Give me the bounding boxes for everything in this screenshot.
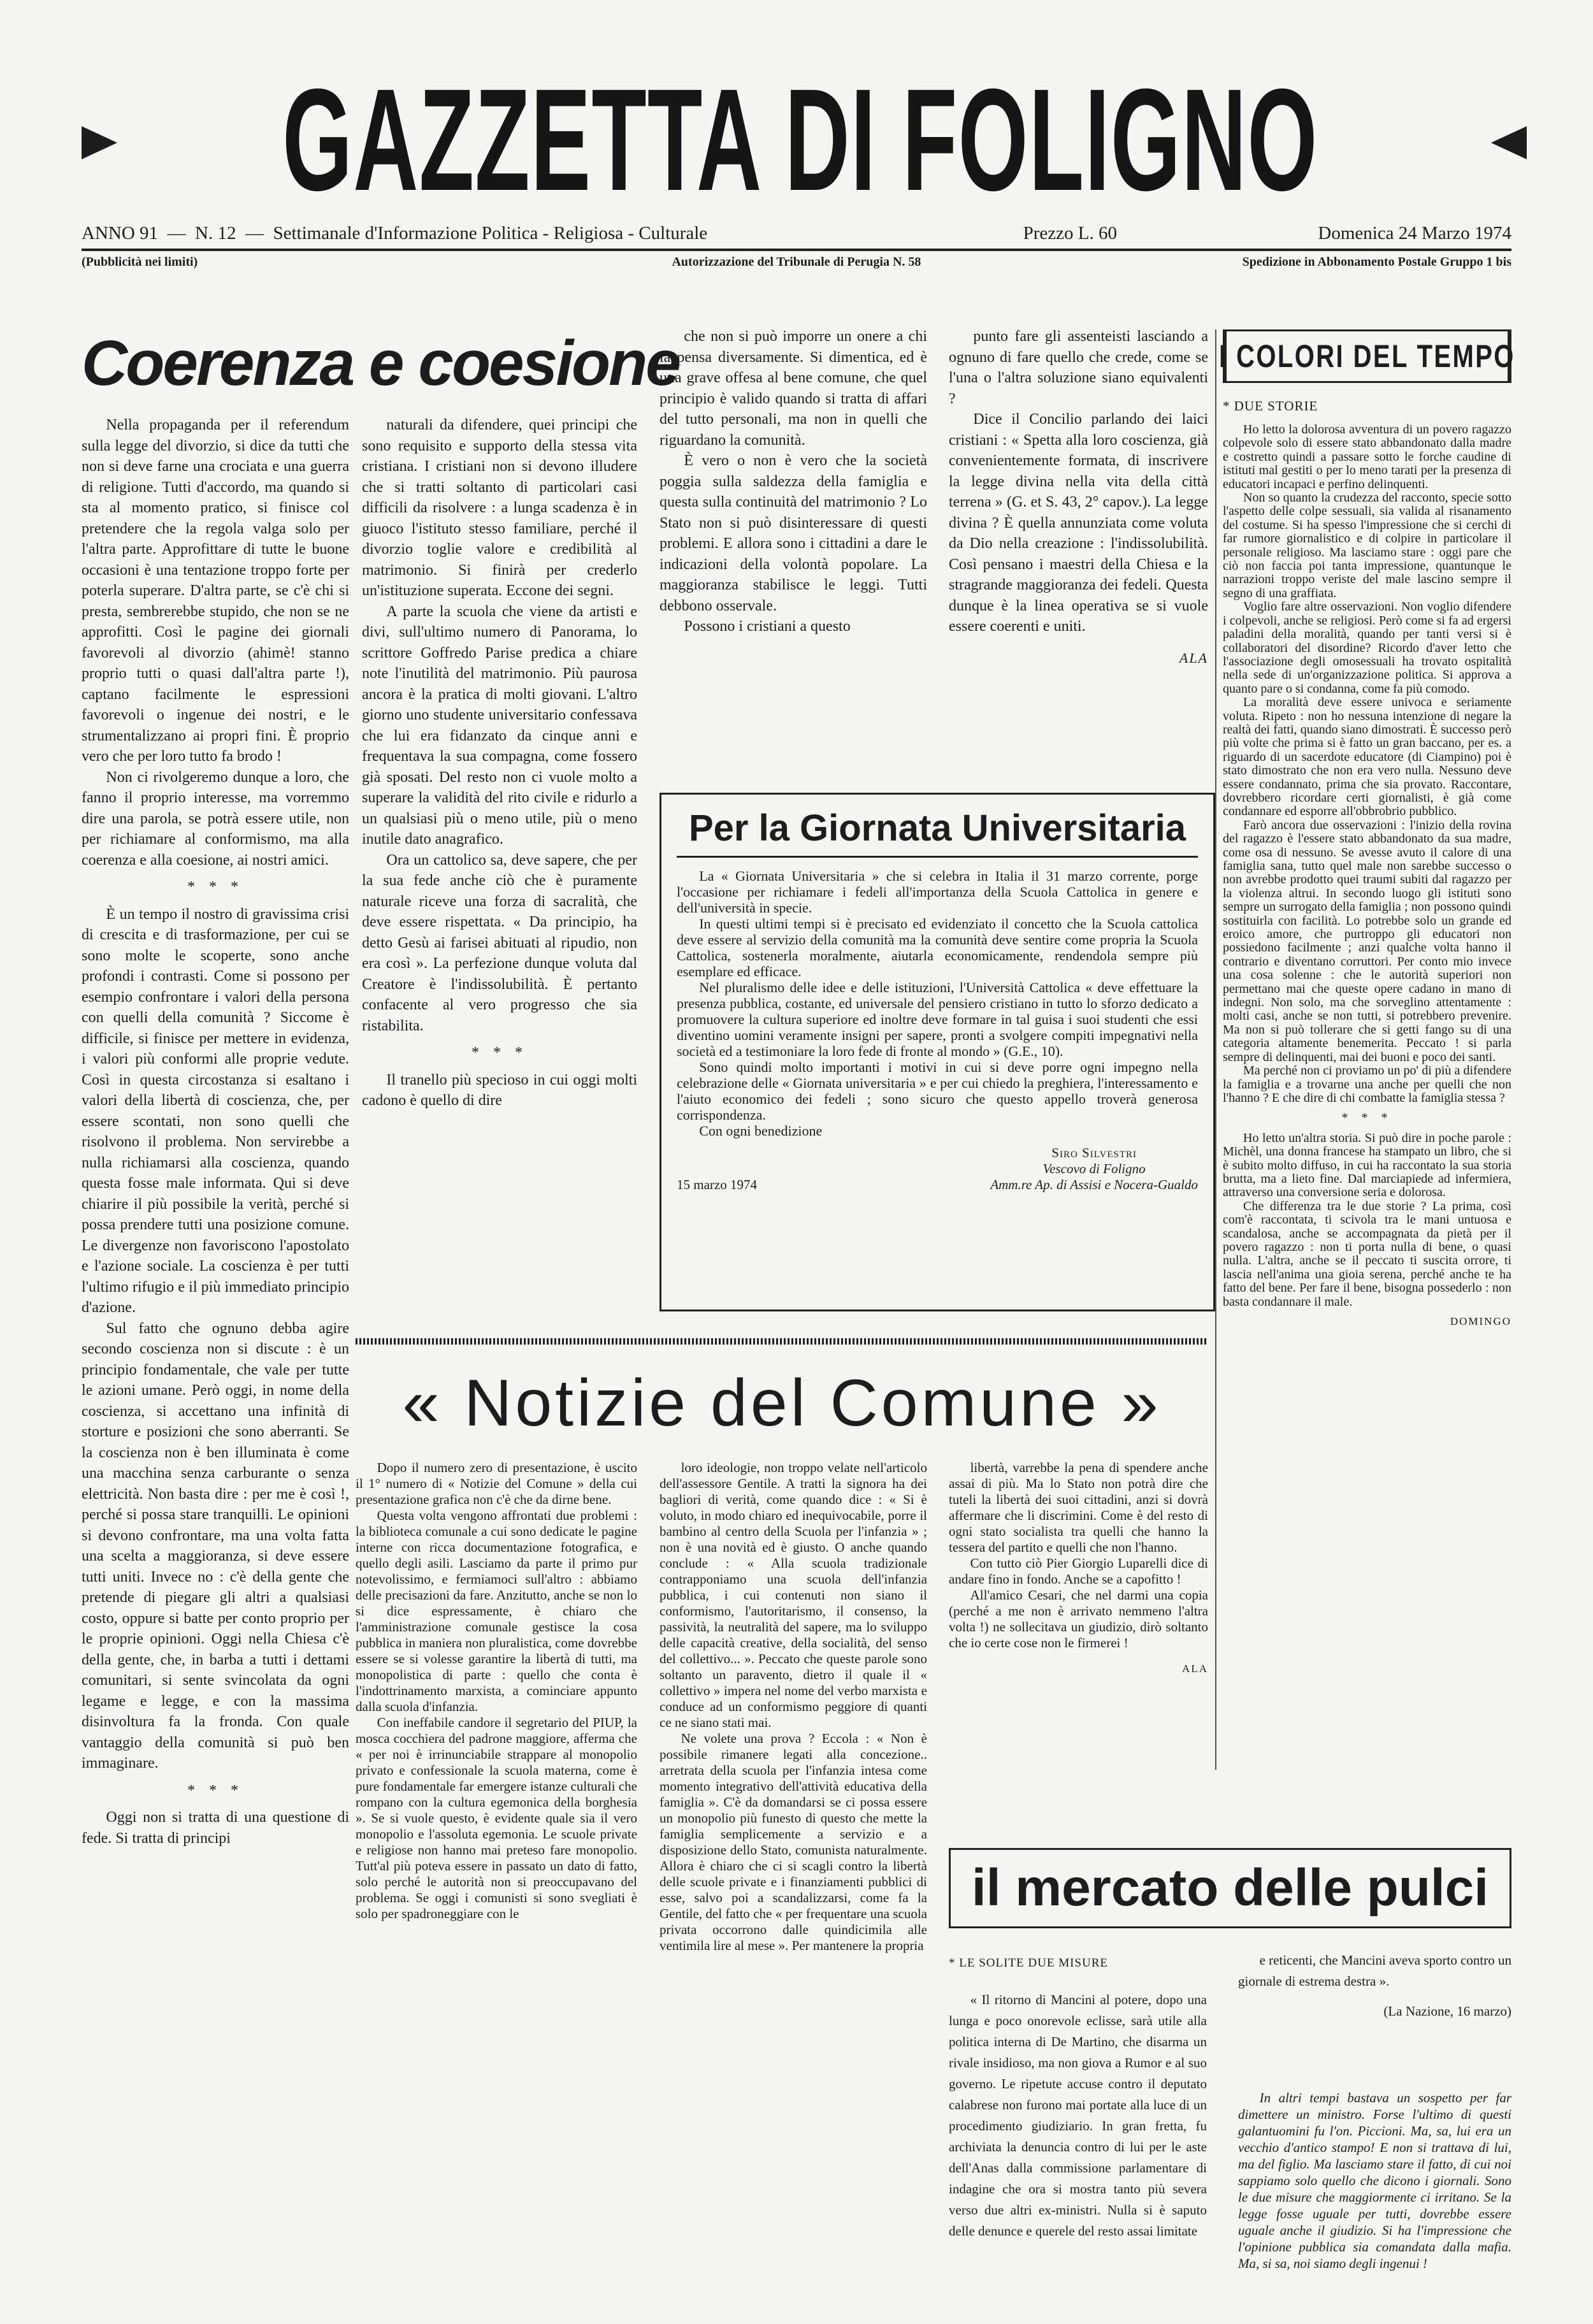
giornata-body bbox=[677, 868, 1198, 1139]
paragraph: Con ogni benedizione bbox=[699, 1123, 823, 1139]
giornata-signer: Siro Silvestri bbox=[1051, 1145, 1137, 1160]
authorization-note: Autorizzazione del Tribunale di Perugia N. 58 bbox=[672, 255, 921, 269]
paragraph: Farò ancora due osservazioni : l'inizio della rovina del ragazzo è l'essere stato abbandonato da sua madre, come osa di nessuno. Se avesse avuto il calore di una famiglia sana, tutto quel male non sarebbe successo o non avrebbe prodotto quei traumi subiti dal ragazzo per la violenza altrui. In secondo luogo gli istituti sono sempre un surrogato della famiglia ; non possono quindi sostituirla con facilità. Lo potrebbe solo un grande ed eroico amore, che purtroppo gli educatori non possiedono facilmente ; anzi qualche volta hanno il contrario e diventano corruttori. Per conto mio invece una cosa solenne : che le autorità superiori non permettano mai che queste opere cadano in mano di indegni. Non solo, ma che sorveglino attentamente : molti casi, anche se non tutti, si potrebbero prevenire. Ma non si può tollerare che si getti fango su di una categoria altamente benemerita. Peccato ! si parla sempre di delinquenti, mai dei buoni e poco dei santi. bbox=[1223, 818, 1511, 1064]
giornata-title: Per la Giornata Universitaria bbox=[688, 807, 1186, 849]
notizie-signature: ALA bbox=[1182, 1663, 1208, 1675]
notizie-column-2 bbox=[660, 1460, 927, 1954]
paragraph: « Il ritorno di Mancini al potere, dopo una lunga e poco onorevole eclisse, sarà utile alla politica interna di De Martino, che disarma un rivale insidioso, ma non giova a Rumor e al suo governo. Le ripetute accuse contro il deputato calabrese non furono mai portate alla luce di un procedimento giudiziario. In gran fretta, fu archiviata la denuncia contro di lui per le aste dell'Anas dalla commissione parlamentare di indagine che ora si mostra tanto più severa verso due altri ex-ministri. Nulla si è saputo delle denunce e querele del resto assai limitate bbox=[949, 1992, 1207, 2239]
section-break: * * * bbox=[187, 879, 243, 895]
masthead-sub-line bbox=[82, 255, 1511, 270]
shipping-note: Spedizione in Abbonamento Postale Gruppo 1 bis bbox=[1242, 255, 1511, 269]
paragraph: È vero o non è vero che la società poggia sulla saldezza della famiglia e questa sulla continuità del matrimonio ? Lo Stato non si può disinteressare di questi problemi. E allora sono i cittadini a dare le indicazioni della volontà popolare. La maggioranza stabilisce le leggi. Tutti debbono osservale. bbox=[660, 452, 927, 614]
issue-date: Domenica 24 Marzo 1974 bbox=[1318, 223, 1511, 243]
giornata-universitaria-box bbox=[660, 793, 1215, 1311]
paragraph: La moralità deve essere univoca e seriamente voluta. Ripeto : non ho nessuna intenzione di negare la realtà dei fatti, quando siano dimostrati. È successo però più volte che prima si è fatto un gran baccano, per es. a riguardo di un sacerdote educatore (di Ciampino) poi è stato dimostrato che non era vero nulla. Nessuno deve essere condannato, prima che sia provato. Raccontare, dovrebbero ricordare certi giornalisti, è già come condannare ed esporre all'obbrobrio pubblico. bbox=[1223, 695, 1511, 819]
paragraph: Ho letto la dolorosa avventura di un povero ragazzo colpevole solo di essere stato abbandonato dalla madre e costretto quindi a passare sotto le forche caudine di istituti mal gestiti o per lo meno tarati per la presenza di educatori incapaci e perfino delinquenti. bbox=[1223, 422, 1511, 491]
paragraph: Questa volta vengono affrontati due problemi : la biblioteca comunale a cui sono dedicate le pagine interne con ricca documentazione fotografica, e quello degli asili. Lasciamo da parte il primo pur notevolissimo, e fermiamoci sull'altro : abbiamo delle precisazioni da fare. Anzitutto, anche se non lo si dice espressamente, è chiaro che l'amministrazione comunale gestisce la cosa pubblica in maniera non pluralistica, come dovrebbe essere se si volesse garantire la libertà di tutti, ma monopolistica di parte : quello che conta è l'indottrinamento marxista, a cominciare appunto dalla scuola d'infanzia. bbox=[356, 1508, 637, 1714]
coerenza-column-2 bbox=[362, 415, 637, 1111]
colori-body bbox=[1223, 423, 1511, 1309]
paragraph: libertà, varrebbe la pena di spendere anche assai di più. Ma lo Stato non potrà dire che tuteli la libertà dei suoi cittadini, anzi si dovrà affermare che li discrimini. Come è del resto di ogni stato socialista tra quelli che hanno la tessera del partito e quelli che non l'hanno. bbox=[949, 1460, 1208, 1555]
mercato-column-1 bbox=[949, 1956, 1207, 2242]
notizie-headline: « Notizie del Comune » bbox=[402, 1366, 1162, 1440]
paragraph: Nella propaganda per il referendum sulla legge del divorzio, si dice da tutti che non si deve farne una crociata e una guerra di religione. Tutti d'accordo, ma quando si sta al momento pratico, si finisce col pretendere che la regola valga solo per l'altra parte. Approfittare di tutte le buone occasioni è una tentazione troppo forte per poterla superare. D'altra parte, se c'è chi si presta, sembrerebbe stupido, che non se ne approfitti. Così le pagine dei giornali favorevoli al divorzio (ahimè! stanno proprio tutti o quasi dall'altra parte !), captano facilmente le espressioni favorevoli o ingenue dei nostri, e le strumentalizzano ai propri fini. È proprio vero che per loro tutto fa brodo ! bbox=[82, 417, 349, 765]
mercato-quote-end bbox=[1238, 1950, 1511, 1992]
paragraph: naturali da difendere, quei principi che sono requisito e supporto della stessa vita cristiana. I cristiani non si devono illudere che si tratti soltanto di particolari casi difficili da risolvere : a lunga scadenza è in giuoco l'istituto stesso familiare, perché il divorzio toglie valore e credibilità al matrimonio. Si finirà per crederlo un'istituzione superata. Eccone dei segni. bbox=[362, 417, 637, 599]
paragraph: Che differenza tra le due storie ? La prima, così com'è raccontata, ti scivola tra le mani untuosa e scandalosa, anche se accompagnata da pietà per il povero ragazzo : non ti porta nulla di bene, o quasi nulla. L'altra, anche se il peccato ti suscita orrore, ti lascia nell'anima una gioia serena, perché anche te ha fatto del bene. Per fare il bene, bisogna possederlo : non basta condannare il male. bbox=[1223, 1199, 1511, 1309]
paragraph: Ma perché non ci proviamo un po' di più a difendere la famiglia e a trovarne una anche per quelli che non l'hanno ? E che dire di chi combatte la famiglia stessa ? bbox=[1223, 1064, 1511, 1105]
mercato-quote bbox=[949, 1989, 1207, 2242]
issue-info bbox=[82, 223, 707, 244]
masthead-title-text: GAZZETTA DI FOLIGNO bbox=[282, 59, 1318, 221]
masthead-title bbox=[191, 59, 1409, 221]
mercato-title: il mercato delle pulci bbox=[971, 1859, 1489, 1917]
colori-kicker: * DUE STORIE bbox=[1223, 398, 1318, 414]
paragraph: Possono i cristiani a questo bbox=[684, 618, 851, 635]
notizie-column-1 bbox=[356, 1460, 637, 1922]
anno: ANNO 91 bbox=[82, 223, 159, 243]
dash: — bbox=[245, 223, 264, 243]
mercato-column-2 bbox=[1238, 1950, 1511, 2272]
masthead-subtitle: Settimanale d'Informazione Politica - Religiosa - Culturale bbox=[273, 223, 708, 243]
masthead-info-line bbox=[82, 223, 1511, 244]
notizie-column-3-wrap bbox=[949, 1460, 1208, 1675]
section-break: * * * bbox=[1341, 1111, 1393, 1125]
masthead-rule bbox=[82, 249, 1511, 251]
section-break: * * * bbox=[472, 1044, 528, 1061]
paragraph: In questi ultimi tempi si è precisato ed evidenziato il concetto che la Scuola cattolica deve essere al servizio della comunità ma la comunità deve sentire come propria la Scuola Cattolica, sostenerla moralmente, aiutarla economicamente, rendendola sempre più esemplare ed efficace. bbox=[677, 916, 1198, 979]
coerenza-column-4 bbox=[949, 326, 1208, 637]
paragraph: Con tutto ciò Pier Giorgio Luparelli dice di andare fino in fondo. Anche se a capofitto ! bbox=[949, 1555, 1208, 1587]
colori-column bbox=[1223, 398, 1511, 1328]
paragraph: Sono quindi molto importanti i motivi in cui si deve porre ogni impegno nella celebrazione delle « Giornata universitaria » e per cui chiedo la preghiera, l'interessamento e l'aiuto economico dei fedeli ; sono sicuro che questo appello troverà generosa corrispondenza. bbox=[677, 1059, 1198, 1123]
paragraph: Ne volete una prova ? Eccola : « Non è possibile rimanere legati alla concezione.. arretrata della scuola per l'infanzia intesa come momento integrativo dell'attività educativa della famiglia ». C'è da domandarsi se ci possa essere un monopolio più funesto di questo che mette la famiglia semplicemente a servizio e a disposizione dello Stato, comunista naturalmente. Allora è chiaro che ci si scagli contro la libertà delle scuole private e i finanziamenti pubblici di esse, salvo poi a scandalizzarsi, come fa la Gentile, del fatto che « per frequentare una scuola privata occorrono dalle quindicimila alle ventimila lire al mese ». Per mantenere la propria bbox=[660, 1731, 927, 1953]
giornata-date: 15 marzo 1974 bbox=[677, 1177, 757, 1192]
mercato-comment bbox=[1238, 2089, 1511, 2272]
colori-signature: DOMINGO bbox=[1450, 1315, 1511, 1327]
paragraph: Non ci rivolgeremo dunque a loro, che fanno il proprio interesse, ma vorremmo dire una parola, se potrà essere utile, non per richiamare al conformismo, ma alla coerenza e alla coesione, ai nostri amici. bbox=[82, 769, 349, 869]
mercato-source: (La Nazione, 16 marzo) bbox=[1383, 2003, 1511, 2019]
giornata-signer-role-2: Amm.re Ap. di Assisi e Nocera-Gualdo bbox=[990, 1177, 1198, 1192]
price: Prezzo L. 60 bbox=[1023, 223, 1117, 243]
colori-title: I COLORI DEL TEMPO bbox=[1219, 338, 1515, 374]
paragraph: Dice il Concilio parlando dei laici cristiani : « Spetta alla loro coscienza, già convenientemente formata, di inscrivere la legge divina nella vita della città terrena » (G. et S. 43, 2° capov.). La legge divina ? È quella annunziata come voluta da Dio nella creazione : l'indissolubilità. Così pensano i maestri della Chiesa e la stragrande maggioranza dei fedeli. Questa dunque è la linea operativa se si vuole essere coerenti e uniti. bbox=[949, 411, 1208, 635]
paragraph: Voglio fare altre osservazioni. Non voglio difendere i colpevoli, anche se religiosi. Però come si fa ad ergersi paladini della moralità, quando per tanti versi si è collaboratori del disordine? Ricordo d'aver letto che l'associazione degli omosessuali ha trovato ospitalità nella sede di un'organizzazione politica. Si approva a quanto pare o si condanna, come fa più comodo. bbox=[1223, 600, 1511, 696]
advertising-note: (Pubblicità nei limiti) bbox=[82, 255, 198, 269]
mercato-kicker: * LE SOLITE DUE MISURE bbox=[949, 1956, 1108, 1970]
paragraph: In altri tempi bastava un sospetto per far dimettere un ministro. Forse l'ultimo di questi galantuomini fu l'on. Piccioni. Ma, sa, lui era un vecchio d'antico stampo! E non si trattava di lui, ma del figlio. Ma lasciamo stare il fatto, di cui noi sappiamo solo quello che dicono i giornali. Sono le due misure che maggiormente ci irritano. Se la legge fosse uguale per tutti, dovrebbe essere uguale anche il giudizio. Si ha l'impressione che l'opinione pubblica sia comandata dalla mafia. Ma, si sa, noi siamo degli ingenui ! bbox=[1238, 2090, 1511, 2271]
paragraph: La « Giornata Universitaria » che si celebra in Italia il 31 marzo corrente, porge l'occasione per richiamare i fedeli all'importanza della Scuola Cattolica in genere e dell'università in specie. bbox=[677, 868, 1198, 916]
paragraph: e reticenti, che Mancini aveva sporto contro un giornale di estrema destra ». bbox=[1238, 1952, 1511, 1989]
paragraph: Con ineffabile candore il segretario del PIUP, la mosca cocchiera del padrone maggiore, afferma che « per noi è irrinunciabile strappare al monopolio privato e confessionale la scuola materna, come è pure fondamentale far emergere istanze culturali che rompano con la cultura egemonica della borghesia ». Se si vuole questo, è evidente quale sia il vero monopolio e l'assoluta egemonia. Le scuole private e religiose non hanno mai preteso fare monopolio. Tutt'al più poteva essere in passato un dato di fatto, solo perché le autorità non si preoccupavano del problema. Se oggi i comunisti si sono svegliati è solo per spadroneggiare con le bbox=[356, 1715, 637, 1921]
paragraph: Sul fatto che ognuno debba agire secondo coscienza non si discute : è un principio fondamentale, che vale per tutte le azioni umane. Però oggi, in nome della coscienza, si accettano una infinità di storture e posizioni che sono aberranti. Se la coscienza non è ben illuminata è come una macchina senza carburante o senza elettricità. Non basta dire : per me è così !, perché si possa stare tranquilli. Le opinioni si devono confrontare, ma una volta fatta una scelta a maggioranza, si deve essere tutti uniti. Invece no : c'è della gente che pretende di piegare gli altri a qualsiasi costo, oppure si batte per conto proprio per le proprie opinioni. Oggi nella Chiesa c'è della gente, che, in barba a tutti i dettami comunitari, si sente svincolata da ogni legame e legge, e con la massima disinvoltura fa la fronda. Con quale vantaggio della comunità si può ben immaginare. bbox=[82, 1320, 349, 1772]
paragraph: Oggi non si tratta di una questione di fede. Si tratta di principi bbox=[82, 1809, 349, 1847]
coerenza-column-1 bbox=[82, 415, 349, 1849]
paragraph: loro ideologie, non troppo velate nell'articolo dell'assessore Gentile. A tratti la signora ha dei bagliori di verità, come quando dice : « Si è voluto, in modo chiaro ed inequivocabile, porre il bambino al centro della Scuola per l'infanzia » ; non è una novità ed è giusto. O anche quando conclude : « Alla scuola tradizionale contrapponiamo una scuola dell'infanzia pubblica, i cui contenuti non siano il conformismo, l'autoritarismo, il consenso, la passività, la neutralità del sapere, ma lo sviluppo delle capacità creative, della socialità, del senso del collettivo... ». Peccato che queste parole sono soltanto un paravento, dietro il quale il « collettivo » impera nel nome del verbo marxista e conduce ad un conformismo peggiore di quanti ce ne siano stati mai. bbox=[660, 1460, 927, 1730]
giornata-divider bbox=[677, 856, 1198, 858]
paragraph: Il tranello più specioso in cui oggi molti cadono è quello di dire bbox=[362, 1071, 637, 1109]
paragraph: Ora un cattolico sa, deve sapere, che per la sua fede anche ciò che è puramente naturale riceve una forza di sacralità, che deve essere rispettata. « Da principio, ha detto Gesù ai farisei abituati al ripudio, non era così ». La perfezione dunque voluta dal Creatore è l'indissolubilità. È pertanto confacente al vero progresso che sia ristabilita. bbox=[362, 851, 637, 1034]
paragraph: Non so quanto la crudezza del racconto, specie sotto l'aspetto delle colpe sessuali, sia valida al risanamento del costume. Si ha spesso l'impressione che si cerchi di far rumore giornalistico e di colpire in particolare il personale religioso. Ma lasciamo stare : oggi pare che ciò non faccia poi tanta impressione, quantunque le narrazioni troppo veriste del male lascino sempre il segno di una graffiata. bbox=[1223, 491, 1511, 600]
giornata-signer-role-1: Vescovo di Foligno bbox=[1042, 1161, 1146, 1176]
masthead-arrow-right-icon bbox=[1491, 126, 1527, 159]
coerenza-column-3 bbox=[660, 326, 927, 637]
notizie-column-3 bbox=[949, 1460, 1208, 1651]
column-divider bbox=[1215, 329, 1216, 1770]
colori-del-tempo-header bbox=[1219, 329, 1515, 383]
paragraph: punto fare gli assenteisti lasciando a ognuno di fare quello che crede, come se l'una o l'altra soluzione siano equivalenti ? bbox=[949, 328, 1208, 407]
paragraph: Dopo il numero zero di presentazione, è uscito il 1° numero di « Notizie del Comune » della cui presentazione grafica non c'è che da dirne bene. bbox=[356, 1460, 637, 1507]
section-break: * * * bbox=[187, 1782, 243, 1799]
dash: — bbox=[167, 223, 186, 243]
mercato-header bbox=[949, 1848, 1511, 1928]
paragraph: Ho letto un'altra storia. Si può dire in poche parole : Michèl, una donna francese ha stampato un libro, che si è subito molto diffuso, in cui ha raccontato la sua storia brutta, ma a lieto fine. Dal marciapiede ad infermiera, attraverso una conversione seria e dolorosa. bbox=[1223, 1130, 1511, 1200]
paragraph: che non si può imporre un onere a chi la pensa diversamente. Si dimentica, ed è una grave offesa al bene comune, che quel principio è valido quando si tratta di affari del tutto personali, ma non in quelli che riguardano la comunità. bbox=[660, 328, 927, 449]
paragraph: A parte la scuola che viene da artisti e divi, sull'ultimo numero di Panorama, lo scrittore Goffredo Parise predica a chiare note l'inutilità del matrimonio. Più paurosa ancora è la pratica di molti giovani. L'altro giorno uno studente universitario confessava che lui era fidanzato da cinque anni e frequentava la sua compagna, come fossero già sposati. Del resto non ci vuole molto a superare la validità del rito civile e ridurlo a un qualsiasi più o meno utile, più o meno inutile dato anagrafico. bbox=[362, 603, 637, 848]
coerenza-signature: ALA bbox=[1179, 649, 1208, 666]
section-separator bbox=[356, 1338, 1208, 1345]
coerenza-headline: Coerenza e coesione bbox=[82, 328, 679, 399]
paragraph: Nel pluralismo delle idee e delle istituzioni, l'Università Cattolica « deve effettuare la presenza pubblica, costante, ed universale del pensiero cristiano in tutto lo sforzo dedicato a promuovere la cultura superiore ed inoltre deve formare in tal guisa i suoi studenti che essi diventino uomini veramente insigni per sapere, pronti a svolgere compiti impegnativi nella società ed a testimoniare la loro fede di fronte al mondo » (G.E., 10). bbox=[677, 979, 1198, 1059]
masthead-arrow-left-icon bbox=[82, 126, 117, 159]
numero: N. 12 bbox=[195, 223, 236, 243]
coerenza-column-4-wrap bbox=[949, 326, 1208, 667]
paragraph: All'amico Cesari, che nel darmi una copia (perché a me non è arrivato nemmeno l'altra volta !) ne sollecitava un giudizio, dirò soltanto che io certe cose non le firmerei ! bbox=[949, 1587, 1208, 1650]
paragraph: È un tempo il nostro di gravissima crisi di crescita e di trasformazione, per cui se sono molte le scoperte, sono anche profondi i contrasti. Come si possono per esempio confrontare i valori della persona con quelli della comunità ? Siccome è difficile, si finisce per mettere in evidenza, i valori più conformi alle proprie vedute. Così in questa circostanza si esaltano i valori della libertà di coscienza, che, per essere scontati, non sono quelli che risolvono il problema. Non servirebbe a nulla richiamarsi alla coscienza, quando questa fosse male informata. Qui si deve chiarire il più possibile la verità, perché si possa prendere tutti una posizione comune. Le divergenze non favoriscono l'apostolato e l'azione sociale. La coscienza è per tutti l'ultimo rifugio e il più immediato principio d'azione. bbox=[82, 906, 349, 1316]
